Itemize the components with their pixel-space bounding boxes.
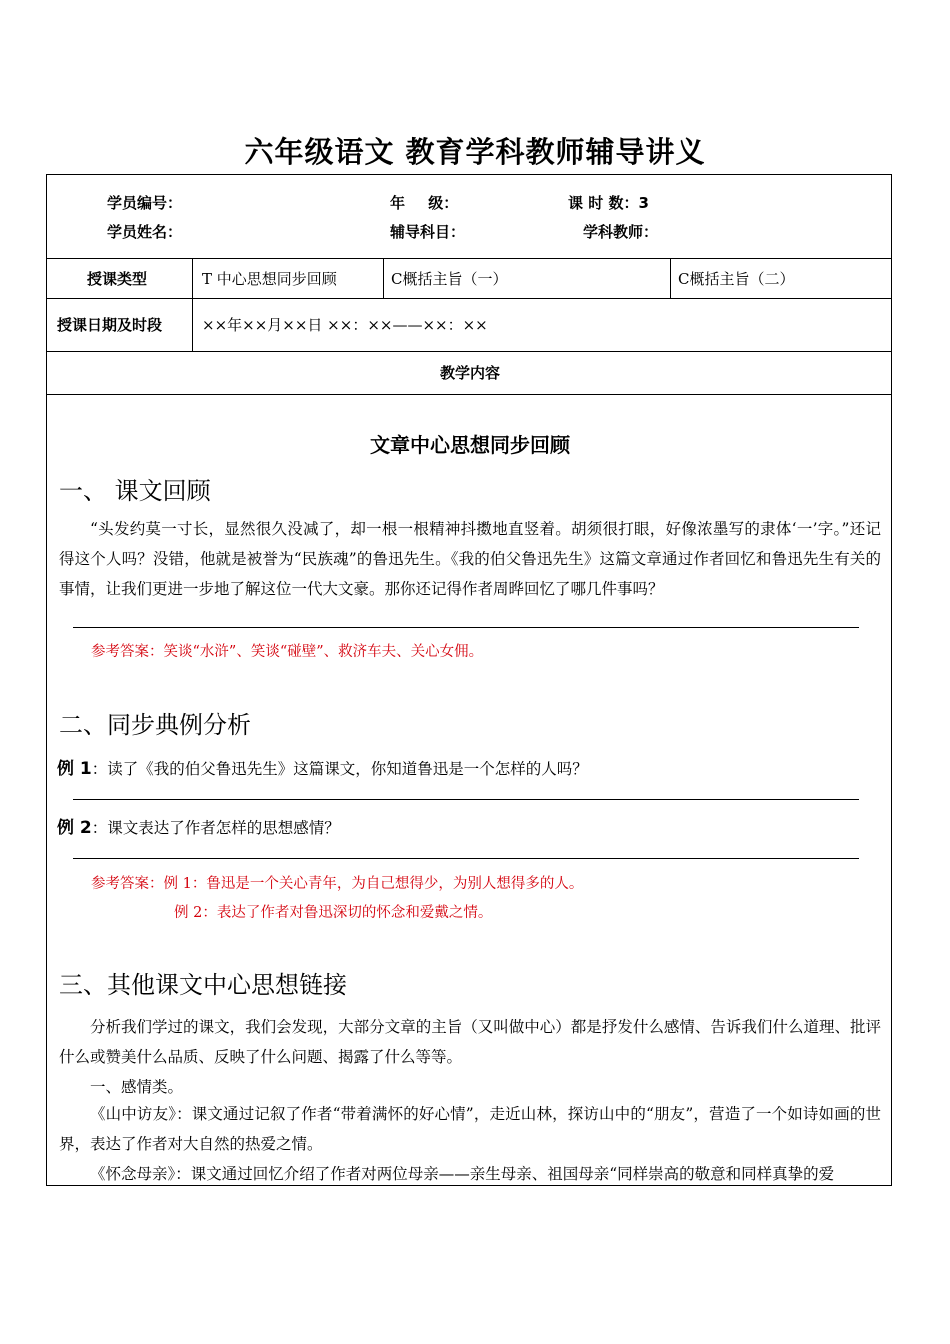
lesson-item: 《怀念母亲》：课文通过回忆介绍了作者对两位母亲——亲生母亲、祖国母亲“同样崇高的敬意和同样真挚的爱 [90,1165,835,1183]
answer-line [73,627,859,628]
reference-answer: 参考答案：笑谈“水浒”、笑谈“碰壁”、救济车夫、关心女佣。 [91,644,484,660]
row-divider [47,298,891,299]
teaching-content-label: 教学内容 [439,364,500,382]
section-heading: 一、 课文回顾 [59,477,211,505]
example-2-label: 例 2 [57,818,92,838]
column-divider [192,258,193,351]
answer-line [73,858,859,859]
intro-paragraph: 分析我们学过的课文，我们会发现，大部分文章的主旨（又叫做中心）都是抒发什么感情、告诉我们什么道理、批评什么或赞美什么品质、反映了什么问题、揭露了什么等等。 [59,1018,881,1066]
student-id-label: 学员编号： [107,194,183,212]
example-2-text: ：课文表达了作者怎样的思想感情？ [91,819,340,837]
content-title: 文章中心思想同步回顾 [370,433,570,457]
reference-answer-1: 参考答案：例 1：鲁迅是一个关心青年，为自己想得少，为别人想得多的人。 [91,876,584,892]
schedule-value: ××年××月××日 ××：××——××：×× [202,316,488,334]
course-type-label: 授课类型 [87,270,148,288]
schedule-label: 授课日期及时段 [57,316,163,334]
reference-answer-2: 例 2：表达了作者对鲁迅深切的怀念和爱戴之情。 [174,905,493,921]
subject-label: 辅导科目： [390,223,466,241]
answer-line [73,799,859,800]
column-divider [670,258,671,298]
hours-label: 课 时 数：3 [568,194,649,212]
course-type-t: T 中心思想同步回顾 [202,270,337,288]
handout-table [46,174,892,1186]
review-paragraph: “头发约莫一寸长，显然很久没减了，却一根一根精神抖擞地直竖着。胡须很打眼，好像浓墨写的隶体‘一’字。”还记得这个人吗？没错，他就是被誉为“民族魂”的鲁迅先生。《我的伯父鲁迅先生》这篇文章通过作者回忆和鲁迅先生有关的事情，让我们更进一步地了解这位一代大文豪。那你还记得作者周晔回忆了哪几件事吗？ [59,520,881,598]
section-heading: 三、其他课文中心思想链接 [59,971,347,999]
course-type-c1: C概括主旨（一） [391,270,508,288]
page-title: 六年级语文 教育学科教师辅导讲义 [244,135,706,169]
section-heading: 二、同步典例分析 [59,711,251,739]
teacher-label: 学科教师： [583,223,659,241]
student-name-label: 学员姓名： [107,223,183,241]
row-divider [47,258,891,259]
example-1 [57,754,588,779]
example-1-text: ：读了《我的伯父鲁迅先生》这篇课文，你知道鲁迅是一个怎样的人吗？ [91,760,588,778]
course-type-c2: C概括主旨（二） [678,270,795,288]
category-heading: 一、感情类。 [90,1078,184,1096]
lesson-item: 《山中访友》：课文通过记叙了作者“带着满怀的好心情”，走近山林，探访山中的“朋友”，营造了一个如诗如画的世界，表达了作者对大自然的热爱之情。 [59,1105,881,1153]
row-divider [47,351,891,352]
example-1-label: 例 1 [57,759,92,779]
grade-label: 年 级： [390,194,459,212]
example-2 [57,813,340,838]
row-divider [47,394,891,395]
column-divider [383,258,384,298]
